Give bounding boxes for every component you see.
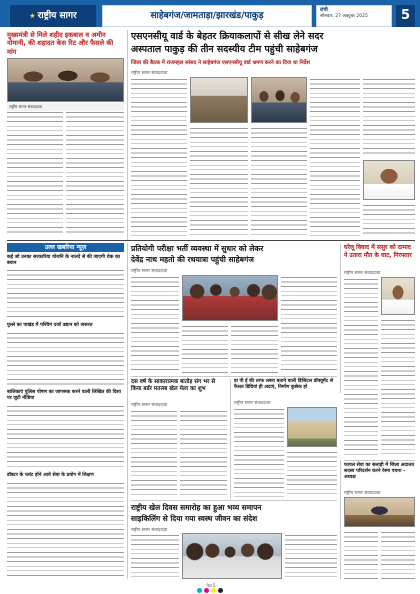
third-body xyxy=(131,409,177,497)
left-top-body-2 xyxy=(66,110,124,236)
second-byline: राष्ट्रीय सागर संवाददाता xyxy=(131,269,168,274)
left-top-body xyxy=(7,110,63,236)
logo-text: राष्ट्रीय सागर xyxy=(37,11,77,21)
news-box-item: पुल्ले का पाखंड में पश्चिम दर्जा उद्यान को जरूरत xyxy=(7,323,93,328)
masthead xyxy=(10,5,415,27)
news-box-title: उल्ल खबरिया न्यूज़ xyxy=(7,243,124,252)
black-dot-icon xyxy=(218,588,223,593)
magenta-dot-icon xyxy=(204,588,209,593)
second-body-col3 xyxy=(231,324,278,373)
registration-marks xyxy=(0,588,420,594)
bottom-byline: राष्ट्रीय सागर संवाददाता xyxy=(131,528,168,533)
lead-body-col6 xyxy=(363,203,415,237)
column-rule xyxy=(127,30,128,240)
news-box-item: बालिकाएं पुलिस पोषण का जागरूक करने वाली लिखित की दिशा पर जुटी मीडिया xyxy=(7,390,121,401)
lead-subheadline: जिला की बैठक में राजमहल सांसद ने साहेबगंज एसएनसीयू वार्ड भ्रमण करने का दिया था निर्देश xyxy=(131,60,310,66)
right-headline: घरेलू विवाद में ससुर को दामाद ने उतारा मौत के घाट, गिरफ्तार xyxy=(344,244,412,259)
second-body-col4 xyxy=(281,275,337,373)
right-byline: राष्ट्रीय सागर संवाददाता xyxy=(344,271,381,276)
section-divider xyxy=(131,500,337,501)
section-divider xyxy=(7,240,415,241)
yellow-dot-icon xyxy=(211,588,216,593)
second-body-col1 xyxy=(131,275,179,373)
bottom-right-photo xyxy=(344,497,415,527)
fourth-headline: डा पी ई की तरफ लबरा बताने वाली डिजिटल डॉक्यूमेंट से फैलत डिग्रियां ही अदाएं, निर्माण कुछेक हो xyxy=(234,379,334,391)
column-rule xyxy=(340,460,341,579)
page-number: 5 xyxy=(396,5,415,27)
bottom-headline-line2: साइकिलिंग से दिया गया स्वस्थ जीवन का संदेश xyxy=(131,514,258,523)
second-headline-line1: प्रतियोगी परीक्षा भर्ती व्यवस्था में सुधार को लेकर xyxy=(131,244,264,253)
lead-photo-2 xyxy=(251,77,307,123)
lead-body-col4 xyxy=(310,77,360,237)
lead-body-col5 xyxy=(363,77,415,157)
edition-city: रांची xyxy=(320,7,328,13)
cyan-dot-icon xyxy=(197,588,202,593)
right-body xyxy=(344,277,378,457)
section-divider xyxy=(131,376,337,377)
bottom-body xyxy=(131,533,179,579)
bottom-right-byline: राष्ट्रीय सागर संवाददाता xyxy=(344,491,381,496)
lead-body-col3 xyxy=(251,126,307,237)
news-box-body xyxy=(7,331,124,387)
edition-meta xyxy=(316,5,392,27)
left-top-photo xyxy=(7,58,124,102)
bottom-right-headline: फायल सेवा का सलाही में जिला अदालत सदस्य परिदर्शन करने रेस्मा पचना - अध्यक्ष xyxy=(344,463,415,481)
page-footer: पेज 5 xyxy=(206,583,216,588)
column-rule xyxy=(340,243,341,393)
right-photo xyxy=(381,277,415,315)
fourth-byline: राष्ट्रीय सागर संवाददाता xyxy=(234,401,271,406)
news-box-body xyxy=(7,404,124,470)
left-top-caption: राष्ट्रीय सागर संवाददाता xyxy=(7,103,124,111)
lead-byline: राष्ट्रीय सागर संवाददाता xyxy=(131,71,168,76)
column-rule xyxy=(230,379,231,499)
bottom-right-body-2 xyxy=(381,530,415,579)
bottom-body-2 xyxy=(285,533,337,579)
news-box-item: कई जो उनका सरकारिया योजनि के नालदे से की जाएगी रोक का बयान xyxy=(7,255,121,266)
third-body-2 xyxy=(180,409,227,497)
lead-headline-line2: अस्पताल पाकुड़ की तीन सदस्यीय टीम पहुंची साहेबगंज xyxy=(131,44,318,55)
third-headline: दस वर्ष के साकारात्मक बातोड़ संग भर से किया बर्डर मतलब खेल मेला का शुभ xyxy=(131,379,216,393)
news-box-body xyxy=(7,268,124,320)
section-title: साहेबगंज/जामताड़ा/झारखंड/पाकुड़ xyxy=(102,5,312,27)
lead-photo-3 xyxy=(363,160,415,200)
news-box-body xyxy=(7,481,124,577)
news-box-item: डॉक्टर के प्लांट होने आये सेवा के प्रयोग में शिक्षण xyxy=(7,473,94,478)
right-body-2 xyxy=(381,318,415,457)
bottom-right-body xyxy=(344,530,378,579)
edition-date: सोमवार, 27 अक्टूबर 2025 xyxy=(320,13,368,19)
second-photo xyxy=(182,275,278,321)
star-icon: ★ xyxy=(29,12,36,20)
newspaper-logo xyxy=(10,5,96,27)
fourth-body xyxy=(234,407,284,497)
left-top-headline: मुख्यमंत्री से मिले शहीद इकबाल व अमीन नोमानी, की शहादत केस रिट और फैसले की मांग xyxy=(7,31,114,56)
second-body-col2 xyxy=(182,324,228,373)
column-rule xyxy=(127,243,128,579)
section-divider xyxy=(344,460,415,461)
bottom-photo xyxy=(182,533,282,579)
fourth-photo xyxy=(287,407,337,447)
bottom-headline-line1: राष्ट्रीय खेल दिवस समारोह का हुआ भव्य समापन xyxy=(131,503,262,512)
fourth-body-2 xyxy=(287,450,337,497)
lead-body-col2 xyxy=(190,126,248,237)
second-headline-line2: देवेंद्र नाथ महतो की रथयात्रा पहुंची साहेबगंज xyxy=(131,255,254,264)
lead-body-col1 xyxy=(131,77,187,237)
lead-photo-1 xyxy=(190,77,248,123)
lead-headline-line1: एसएनसीयू वार्ड के बेहतर क्रियाकलापों से सीख लेने सदर xyxy=(131,31,324,42)
third-byline: राष्ट्रीय सागर संवाददाता xyxy=(131,403,168,408)
